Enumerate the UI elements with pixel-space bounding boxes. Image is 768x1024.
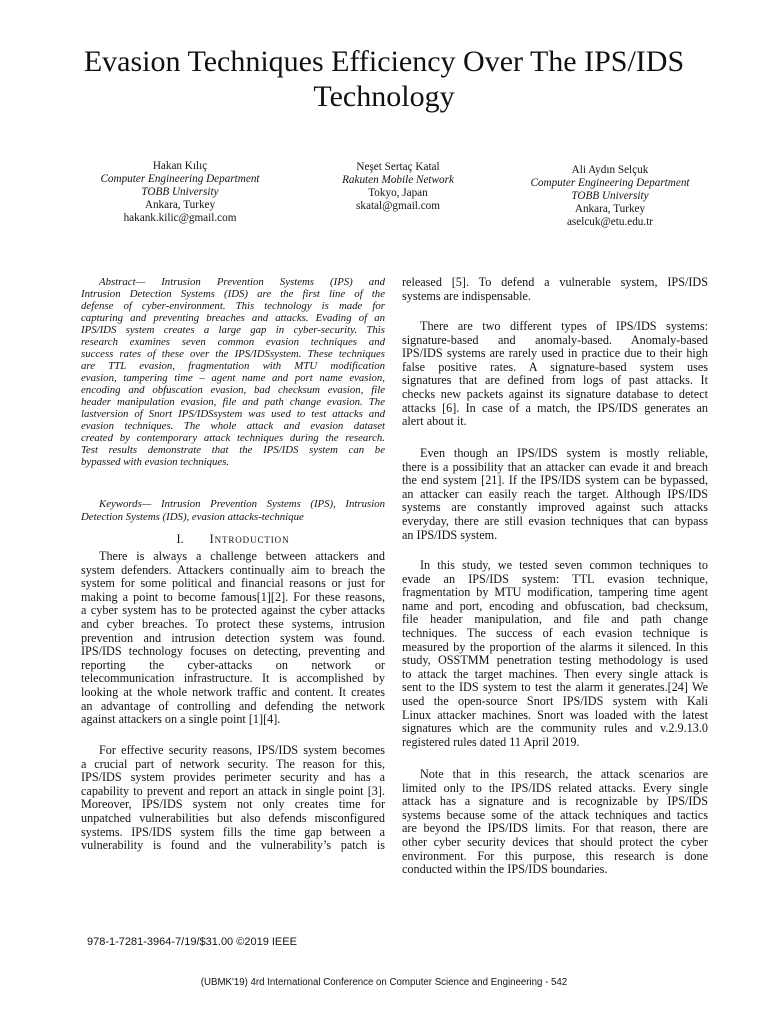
section-title: Introduction <box>209 532 290 546</box>
abstract-line: created by contemporary attack techniques during the research. <box>81 432 385 444</box>
paragraph-line: an IPS/IDS system. <box>402 527 498 542</box>
paragraph-line: against attackers on a single point [1][4]. <box>81 712 281 727</box>
paragraph-line: IPS/IDS system provides perimeter security and has a <box>81 770 385 785</box>
paragraph-line: IPS/IDS systems are rarely used in practice due to their high <box>402 346 708 361</box>
paragraph-line: there is a possibility that an attacker can evade it and breach <box>402 459 708 474</box>
paragraph-line: systems because some of the attack techniques and tactics <box>402 807 708 822</box>
author-location: Ankara, Turkey <box>574 203 646 215</box>
abstract-line: are TTL evasion, fragmentation with MTU modification <box>81 360 385 372</box>
paragraph-line: signatures that are defined from logs of past attacks. It <box>402 373 708 388</box>
paragraph-line: signature-based and anomaly-based. Anomaly-based <box>402 332 708 347</box>
section-number: I. <box>176 532 184 546</box>
paragraph-line: IPS/IDS technology focuses on detecting, preventing and <box>81 644 385 659</box>
paragraph-line: environment. For this purpose, this research is done <box>402 848 708 863</box>
conference-footer: (UBMK'19) 4rd International Conference on Computer Science and Engineering - 542 <box>200 977 568 988</box>
paragraph-line: making a point to become famous[1][2]. For these reasons, <box>81 589 385 604</box>
paragraph-line: Note that in this research, the attack scenarios are <box>420 767 708 781</box>
author-email: skatal@gmail.com <box>356 200 440 212</box>
paragraph-line: released [5]. To defend a vulnerable system, IPS/IDS <box>402 275 708 289</box>
author-email: aselcuk@etu.edu.tr <box>566 216 654 228</box>
abstract-line: research examines seven common evasion techniques and <box>81 336 385 348</box>
author-3 <box>510 164 710 229</box>
paragraph-line: systems are constantly improved against such attacks <box>402 500 708 515</box>
paragraph-line: There are two different types of IPS/IDS systems: <box>420 319 708 333</box>
keywords <box>81 498 385 524</box>
abstract-line: IPS/IDS system creates a large gap in cyber-security. This <box>81 324 385 336</box>
paper-title-line: Evasion Techniques Efficiency Over The IPS/IDS <box>83 45 685 78</box>
abstract-line: header manipulation evasion, file and path change evasion. The <box>81 396 385 408</box>
section-heading <box>81 532 385 546</box>
paragraph <box>81 550 385 727</box>
paragraph <box>81 744 385 853</box>
author-name: Neşet Sertaç Katal <box>356 161 440 173</box>
keywords-line: Detection Systems (IDS), evasion attacks-technique <box>81 511 304 523</box>
paragraph-line: file header manipulation, and file and path change <box>402 612 708 627</box>
author-organization: TOBB University <box>141 186 219 198</box>
paragraph-line: signatures which are the community rules and v.2.9.13.0 <box>402 721 708 736</box>
author-location: Ankara, Turkey <box>144 199 216 211</box>
author-name: Hakan Kılıç <box>152 160 208 172</box>
paragraph-line: a cyber system has to be protected against the cyber attacks <box>81 603 385 618</box>
paper-title <box>20 44 748 114</box>
paragraph-line: an attacker can easily reach the target. Although IPS/IDS <box>402 486 708 501</box>
paragraph-line: techniques. The success of each evasion technique is <box>402 625 708 640</box>
paragraph-line: registered rules dated 11 April 2019. <box>402 734 580 749</box>
paragraph-line: a crucial part of network security. The reason for this, <box>81 756 385 771</box>
author-email: hakank.kilic@gmail.com <box>123 212 237 224</box>
paragraph-line: and cyber breaches. To protect these systems, intrusion <box>81 616 385 631</box>
paragraph-line: systems. IPS/IDS system fills the time gap between a <box>81 824 385 839</box>
paragraph-line: alert about it. <box>402 414 467 429</box>
paragraph-line: everyday, there are still evasion techniques that can bypass <box>402 513 708 528</box>
paragraph-line: systems are indispensable. <box>402 288 531 303</box>
paragraph-line: attack has a signature and is recognizable by IPS/IDS <box>402 794 708 809</box>
paragraph-line: system defenders. Attackers continually aim to breach the <box>81 562 385 577</box>
paragraph-line: fragmentation by MTU modification, tampering time agent <box>402 585 708 600</box>
paragraph-line: sent to the IDS system to test the alarm it generates.[24] We <box>402 680 708 695</box>
paragraph-line: Moreover, IPS/IDS system not only creates time for <box>81 797 385 812</box>
paragraph-line: unpatched vulnerabilities but also defends misconfigured <box>81 810 385 825</box>
abstract-line: bypassed with evasion techniques. <box>81 456 230 468</box>
paragraph-line: capability to prevent and report an attack in single point [3]. <box>81 783 385 798</box>
abstract-line: capturing and preventing breaches and attacks. Evading of an <box>81 312 385 324</box>
keywords-line: Keywords— Intrusion Prevention Systems (IPS), Intrusion <box>99 498 385 510</box>
paragraph-line: reporting the cyber-attacks on network or <box>81 657 385 672</box>
abstract-line: Abstract— Intrusion Prevention Systems (IPS) and <box>99 276 385 288</box>
paragraph-line: name and port, encoding and obfuscation, bad checksum, <box>402 598 708 613</box>
paper-title-line: Technology <box>313 80 455 113</box>
paragraph-line: the end system [21]. If the IPS/IDS system can be bypassed, <box>402 473 708 488</box>
paragraph <box>402 447 708 542</box>
abstract-line: evasion techniques. The whole attack and evasion dataset <box>81 420 385 432</box>
paragraph-line: checks new packets against its signature database to detect <box>402 386 708 401</box>
abstract <box>81 276 385 468</box>
author-1 <box>80 160 280 225</box>
abstract-line: defense of cyber-environment. This technology is made for <box>81 300 385 312</box>
paragraph-line: an advantage of controlling and defending the network <box>81 698 385 713</box>
author-location: Tokyo, Japan <box>368 187 428 199</box>
paragraph-line: vulnerability is found and the vulnerability’s patch is <box>81 838 385 853</box>
author-affiliation: Computer Engineering Department <box>530 177 690 189</box>
paragraph <box>402 320 708 429</box>
paragraph-line: Linux attacker machines. Snort was loaded with the latest <box>402 707 708 722</box>
paragraph-line: prevention and intrusion detection system was found. <box>81 630 385 645</box>
copyright-notice: 978-1-7281-3964-7/19/$31.00 ©2019 IEEE <box>87 936 297 948</box>
paragraph-line: measured by the proportion of the alarms it silenced. In this <box>402 639 708 654</box>
paragraph-line: For effective security reasons, IPS/IDS system becomes <box>99 743 385 757</box>
abstract-line: evasion, tampering time – agent name and port name evasion, <box>81 372 385 384</box>
abstract-line: lastversion of Snort IPS/IDSsystem was used to test attacks and <box>81 408 385 420</box>
paragraph-line: Even though an IPS/IDS system is mostly reliable, <box>420 446 708 460</box>
author-affiliation: Computer Engineering Department <box>100 173 260 185</box>
paragraph-line: evade an IPS/IDS system: TTL evasion technique, <box>402 571 708 586</box>
paragraph-line: looking at the whole network traffic and content. It creates <box>81 684 385 699</box>
paragraph-line: There is always a challenge between attackers and <box>99 549 385 563</box>
paragraph-line: other cyber security devices that should protect the cyber <box>402 834 708 849</box>
paragraph-line: study, OSSTMM penetration testing methodology is used <box>402 653 708 668</box>
abstract-line: Intrusion Detection Systems (IDS) are the first line of the <box>81 288 385 300</box>
paragraph-line: used the open-source Snort IPS/IDS system with Kali <box>402 693 708 708</box>
author-organization: TOBB University <box>571 190 649 202</box>
paragraph-line: In this study, we tested seven common techniques to <box>420 558 708 572</box>
author-affiliation: Rakuten Mobile Network <box>342 174 454 186</box>
abstract-line: encoding and obfuscation evasion, bad checksum evasion, file <box>81 384 385 396</box>
abstract-line: success rates of these over the IPS/IDSsystem. These techniques <box>81 348 385 360</box>
paragraph-line: are beyond the IPS/IDS limits. For that reason, there are <box>402 821 708 836</box>
paragraph <box>402 559 708 749</box>
paragraph-line: conducted within the IPS/IDS boundaries. <box>402 862 608 877</box>
author-2 <box>298 161 498 213</box>
abstract-line: Test results demonstrate that the IPS/IDS system can be <box>81 444 385 456</box>
paragraph <box>402 276 708 303</box>
paragraph <box>402 768 708 877</box>
author-name: Ali Aydın Selçuk <box>571 164 649 176</box>
paragraph-line: system for some political and financial reasons or just for <box>81 576 385 591</box>
paragraph-line: to attack the target machines. Then every single attack is <box>402 666 708 681</box>
paragraph-line: telecommunication infrastructure. It is accomplished by <box>81 671 385 686</box>
paragraph-line: false positive rates. A signature-based system uses <box>402 359 708 374</box>
paragraph-line: attacks [6]. In case of a match, the IPS/IDS generates an <box>402 400 708 415</box>
paragraph-line: limited only to the IPS/IDS related attacks. Every single <box>402 780 708 795</box>
